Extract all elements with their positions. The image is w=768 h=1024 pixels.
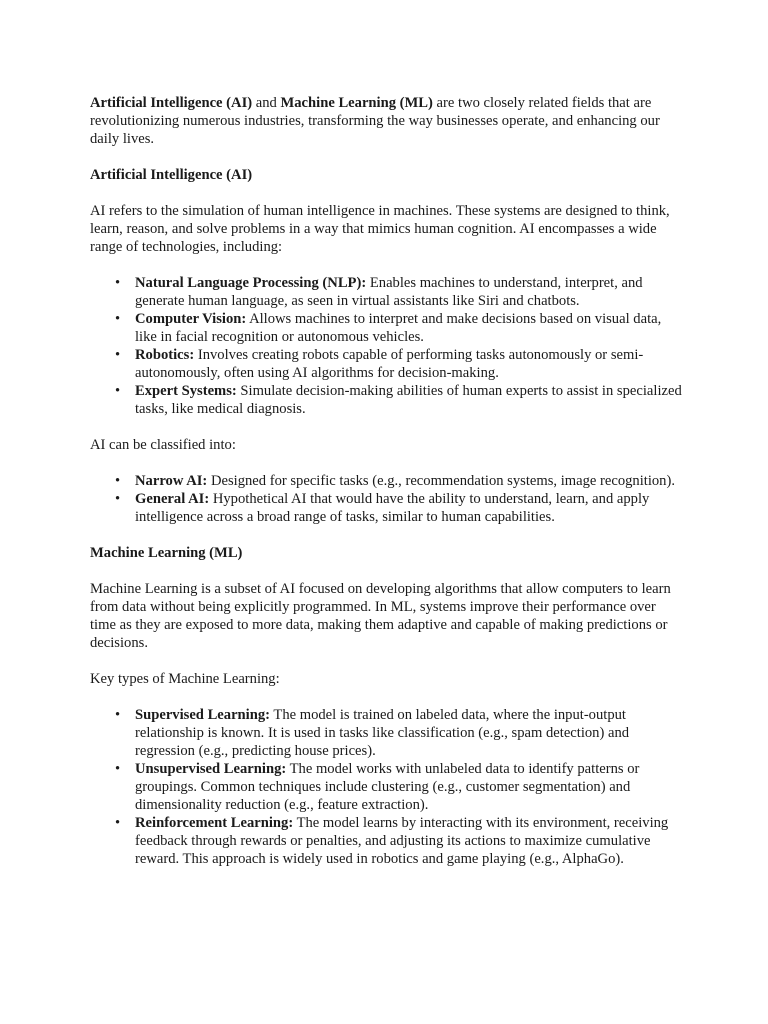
list-item bbox=[115, 490, 684, 526]
intro-conjunction: and bbox=[252, 95, 281, 111]
bullet-icon: • bbox=[115, 275, 121, 291]
list-item bbox=[115, 346, 684, 382]
list-item-text: Involves creating robots capable of performing tasks autonomously or semi-autonomously, often using AI algorithms for decision-making. bbox=[135, 347, 644, 381]
bullet-icon: • bbox=[115, 815, 121, 831]
ai-technologies-list bbox=[90, 274, 684, 418]
list-item bbox=[115, 472, 684, 490]
bullet-icon: • bbox=[115, 707, 121, 723]
bullet-icon: • bbox=[115, 473, 121, 489]
bullet-icon: • bbox=[115, 761, 121, 777]
list-item-term: Unsupervised Learning: bbox=[135, 761, 287, 777]
intro-term-ai: Artificial Intelligence (AI) bbox=[90, 95, 253, 111]
ai-classes-list bbox=[90, 472, 684, 526]
bullet-icon: • bbox=[115, 347, 121, 363]
list-item-term: Robotics: bbox=[135, 347, 195, 363]
list-item-text: The model is trained on labeled data, where the input-output relationship is known. It is used in tasks like classification (e.g., spam detection) and regression (e.g., predicting house prices). bbox=[135, 707, 630, 759]
ai-classification-intro: AI can be classified into: bbox=[90, 437, 236, 453]
bullet-icon: • bbox=[115, 491, 121, 507]
list-item-term: Reinforcement Learning: bbox=[135, 815, 294, 831]
list-item bbox=[115, 706, 684, 760]
list-item-term: Narrow AI: bbox=[135, 473, 208, 489]
intro-term-ml: Machine Learning (ML) bbox=[280, 95, 433, 111]
list-item-term: Natural Language Processing (NLP): bbox=[135, 275, 367, 291]
list-item-term: Supervised Learning: bbox=[135, 707, 271, 723]
ai-heading: Artificial Intelligence (AI) bbox=[90, 167, 253, 183]
intro-paragraph bbox=[90, 94, 684, 148]
ml-description: Machine Learning is a subset of AI focused on developing algorithms that allow computers to learn from data without being explicitly programmed. In ML, systems improve their performance over time as they are exposed to more data, making them adaptive and capable of making predictions or decisions. bbox=[90, 581, 671, 651]
list-item-term: General AI: bbox=[135, 491, 210, 507]
list-item-text: Hypothetical AI that would have the ability to understand, learn, and apply intelligence across a broad range of tasks, similar to human capabilities. bbox=[135, 491, 650, 525]
ml-heading: Machine Learning (ML) bbox=[90, 545, 243, 561]
bullet-icon: • bbox=[115, 383, 121, 399]
list-item-text: The model learns by interacting with its environment, receiving feedback through rewards or penalties, and adjusting its actions to maximize cumulative reward. This approach is widely used in robotics and game playing (e.g., AlphaGo). bbox=[135, 815, 669, 867]
list-item bbox=[115, 310, 684, 346]
list-item-text: Allows machines to interpret and make decisions based on visual data, like in facial recognition or autonomous vehicles. bbox=[135, 311, 662, 345]
list-item bbox=[115, 274, 684, 310]
list-item-text: Enables machines to understand, interpret, and generate human language, as seen in virtual assistants like Siri and chatbots. bbox=[135, 275, 643, 309]
list-item-text: The model works with unlabeled data to identify patterns or groupings. Common techniques include clustering (e.g., customer segmentation) and dimensionality reduction (e.g., feature extraction). bbox=[135, 761, 640, 813]
list-item-text: Simulate decision-making abilities of human experts to assist in specialized tasks, like medical diagnosis. bbox=[135, 383, 682, 417]
list-item bbox=[115, 760, 684, 814]
list-item-term: Expert Systems: bbox=[135, 383, 237, 399]
ml-types-list bbox=[90, 706, 684, 868]
list-item-term: Computer Vision: bbox=[135, 311, 247, 327]
list-item bbox=[115, 382, 684, 418]
list-item-text: Designed for specific tasks (e.g., recommendation systems, image recognition). bbox=[207, 473, 675, 489]
bullet-icon: • bbox=[115, 311, 121, 327]
list-item bbox=[115, 814, 684, 868]
ai-description: AI refers to the simulation of human intelligence in machines. These systems are designed to think, learn, reason, and solve problems in a way that mimics human cognition. AI encompasses a wide range of technologies, including: bbox=[90, 203, 670, 255]
intro-text: are two closely related fields that are revolutionizing numerous industries, transforming the way businesses operate, and enhancing our daily lives. bbox=[90, 95, 660, 147]
ml-types-intro: Key types of Machine Learning: bbox=[90, 671, 280, 687]
